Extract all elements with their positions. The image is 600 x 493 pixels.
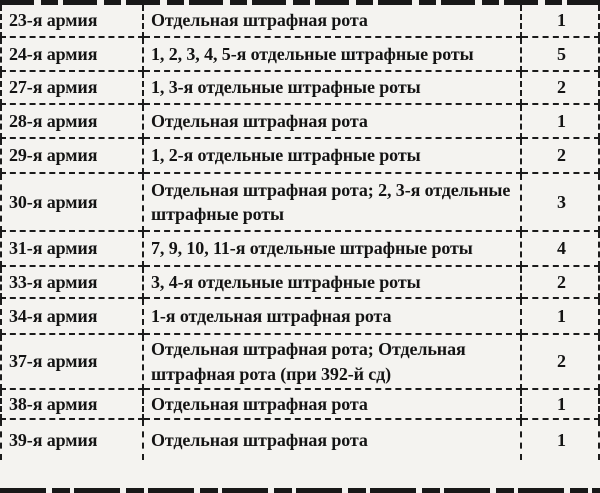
units-cell: Отдельная штрафная рота; Отдельная штрафная рота (при 392-й сд) bbox=[143, 334, 521, 389]
count-cell: 2 bbox=[521, 71, 599, 104]
table-row bbox=[1, 37, 599, 71]
count-cell: 1 bbox=[521, 298, 599, 334]
armies-penal-companies-table bbox=[0, 5, 600, 460]
table-row bbox=[1, 266, 599, 298]
table-row bbox=[1, 104, 599, 138]
units-cell: 3, 4-я отдельные штрафные роты bbox=[143, 266, 521, 298]
units-cell: Отдельная штрафная рота bbox=[143, 419, 521, 460]
units-cell: Отдельная штрафная рота; 2, 3-я отдельные штрафные роты bbox=[143, 173, 521, 231]
units-cell: 1, 2-я отдельные штрафные роты bbox=[143, 138, 521, 173]
count-cell: 5 bbox=[521, 37, 599, 71]
units-cell: 7, 9, 10, 11-я отдельные штрафные роты bbox=[143, 231, 521, 266]
army-cell: 34-я армия bbox=[1, 298, 143, 334]
count-cell: 3 bbox=[521, 173, 599, 231]
army-cell: 39-я армия bbox=[1, 419, 143, 460]
army-cell: 27-я армия bbox=[1, 71, 143, 104]
table-row bbox=[1, 419, 599, 460]
army-cell: 28-я армия bbox=[1, 104, 143, 138]
table-row bbox=[1, 5, 599, 37]
army-cell: 37-я армия bbox=[1, 334, 143, 389]
army-cell: 29-я армия bbox=[1, 138, 143, 173]
table-row bbox=[1, 71, 599, 104]
army-cell: 38-я армия bbox=[1, 389, 143, 419]
army-cell: 31-я армия bbox=[1, 231, 143, 266]
table-row bbox=[1, 389, 599, 419]
table-row bbox=[1, 298, 599, 334]
units-cell: Отдельная штрафная рота bbox=[143, 5, 521, 37]
units-cell: 1, 3-я отдельные штрафные роты bbox=[143, 71, 521, 104]
units-cell: Отдельная штрафная рота bbox=[143, 389, 521, 419]
table-row bbox=[1, 173, 599, 231]
count-cell: 4 bbox=[521, 231, 599, 266]
army-cell: 24-я армия bbox=[1, 37, 143, 71]
count-cell: 1 bbox=[521, 389, 599, 419]
army-cell: 30-я армия bbox=[1, 173, 143, 231]
army-cell: 23-я армия bbox=[1, 5, 143, 37]
count-cell: 1 bbox=[521, 104, 599, 138]
count-cell: 2 bbox=[521, 138, 599, 173]
army-cell: 33-я армия bbox=[1, 266, 143, 298]
table-row bbox=[1, 231, 599, 266]
units-cell: Отдельная штрафная рота bbox=[143, 104, 521, 138]
count-cell: 2 bbox=[521, 334, 599, 389]
table-bottom-border bbox=[0, 488, 600, 493]
table-row bbox=[1, 138, 599, 173]
table-row bbox=[1, 334, 599, 389]
count-cell: 1 bbox=[521, 5, 599, 37]
units-cell: 1, 2, 3, 4, 5-я отдельные штрафные роты bbox=[143, 37, 521, 71]
count-cell: 1 bbox=[521, 419, 599, 460]
count-cell: 2 bbox=[521, 266, 599, 298]
units-cell: 1-я отдельная штрафная рота bbox=[143, 298, 521, 334]
